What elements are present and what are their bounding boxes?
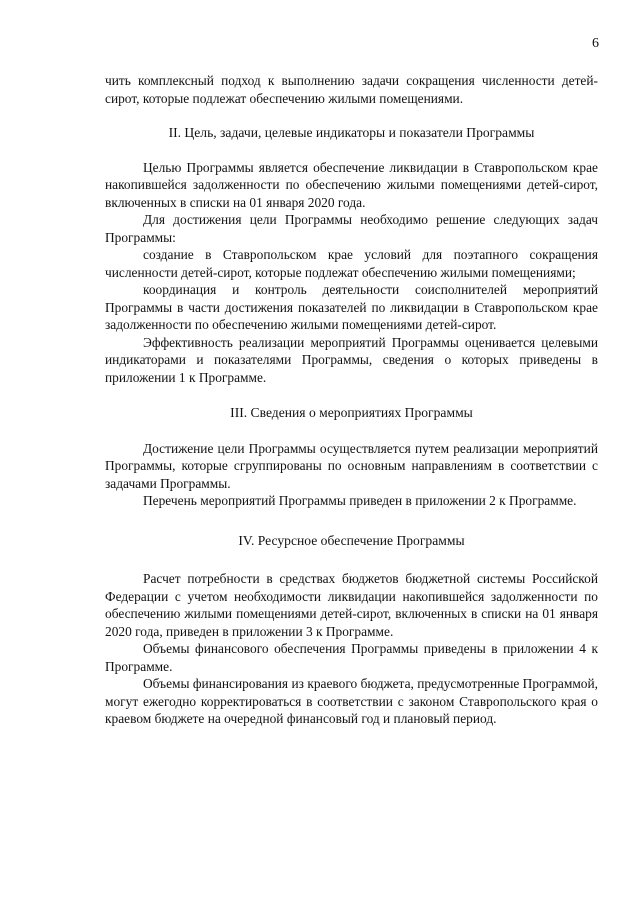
section-4-paragraph: Расчет потребности в средствах бюджетов бюджетной системы Российской Федерации с учетом необходимости ликвидации накопившейся задолженности по обеспечению жилыми помещениями детей-сирот, включенных в списки на 01 января 2020 года, приведен в приложении 3 к Программе. bbox=[105, 571, 598, 639]
section-2-paragraph: создание в Ставропольском крае условий для поэтапного сокращения численности детей-сирот, которые подлежат обеспечению жилыми помещениями; bbox=[105, 247, 598, 280]
section-3-title: III. Сведения о мероприятиях Программы bbox=[230, 405, 473, 420]
page-number: 6 bbox=[592, 36, 599, 51]
section-3-paragraph: Достижение цели Программы осуществляется путем реализации мероприятий Программы, которые сгруппированы по основным направлениям в соответствии с задачами Программы. bbox=[105, 440, 598, 491]
section-4-paragraph: Объемы финансирования из краевого бюджета, предусмотренные Программой, могут ежегодно корректироваться в соответствии с законом Ставропольского края о краевом бюджете на очередной финансовый год и плановый период. bbox=[105, 676, 598, 726]
section-2-paragraph: Целью Программы является обеспечение ликвидации в Ставропольском крае накопившейся задолженности по обеспечению жилыми помещениями детей-сирот, включенных в списки на 01 января 2020 года. bbox=[105, 159, 598, 210]
section-2-title: II. Цель, задачи, целевые индикаторы и показатели Программы bbox=[168, 125, 535, 140]
paragraph-continuation: чить комплексный подход к выполнению задачи сокращения численности детей-сирот, которые подлежат обеспечению жилыми помещениями. bbox=[105, 73, 598, 106]
section-2-paragraph: Эффективность реализации мероприятий Программы оценивается целевыми индикаторами и показателями Программы, сведения о которых приведены в приложении 1 к Программе. bbox=[105, 334, 598, 385]
section-2-paragraph: Для достижения цели Программы необходимо решение следующих задач Программы: bbox=[105, 212, 598, 245]
section-4-paragraph: Объемы финансового обеспечения Программы приведены в приложении 4 к Программе. bbox=[105, 641, 598, 674]
section-4-title: IV. Ресурсное обеспечение Программы bbox=[238, 532, 465, 548]
section-3-paragraph: Перечень мероприятий Программы приведен в приложении 2 к Программе. bbox=[143, 493, 577, 508]
document-body bbox=[105, 72, 598, 728]
section-2-paragraph: координация и контроль деятельности соисполнителей мероприятий Программы в части достижения показателей по ликвидации в Ставропольском крае задолженности по обеспечению жилыми помещениями детей-сирот. bbox=[105, 282, 598, 332]
